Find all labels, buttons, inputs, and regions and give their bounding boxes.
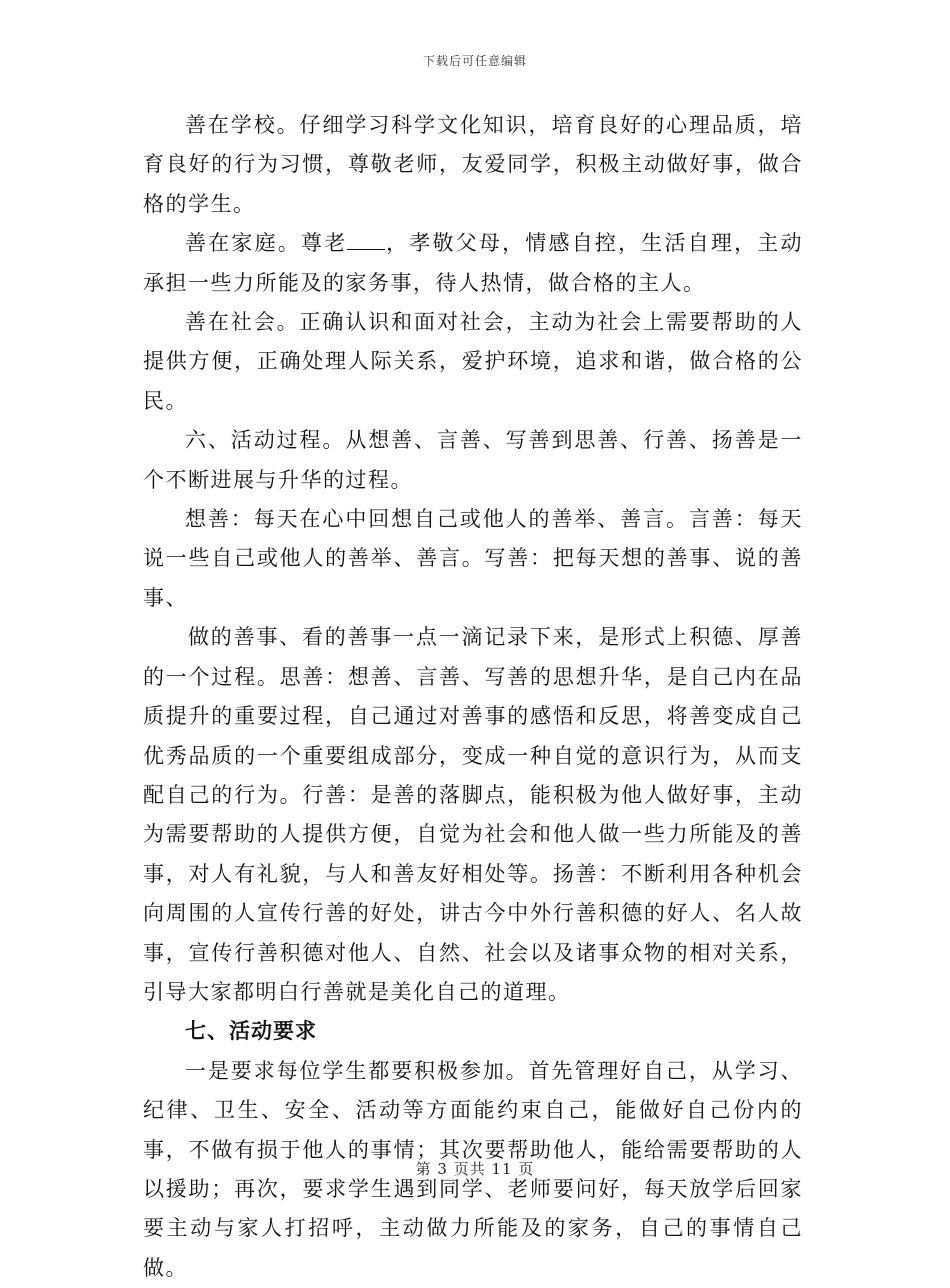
paragraph-thinking-good: 想善：每天在心中回想自己或他人的善举、善言。言善：每天说一些自己或他人的善举、善言。写善：把每天想的善事、说的善事、: [143, 507, 803, 610]
paragraph-family-start: 善在家庭。尊老: [185, 231, 348, 256]
page-header: 下载后可任意编辑: [422, 54, 527, 68]
document-body: [143, 106, 803, 1288]
fill-in-blank: [347, 233, 385, 250]
paragraph-family-end: ，孝敬父母，情感自控，生活自理，主动承担一些力所能及的家务事，待人热情，做合格的主人。: [143, 231, 804, 295]
paragraph-society: 善在社会。正确认识和面对社会，主动为社会上需要帮助的人提供方便，正确处理人际关系，爱护环境，追求和谐，做合格的公民。: [143, 310, 803, 413]
paragraph-activity-process: 六、活动过程。从想善、言善、写善到思善、行善、扬善是一个不断进展与升华的过程。: [143, 428, 803, 492]
paragraph-requirement-one: 一是要求每位学生都要积极参加。首先管理好自己，从学习、纪律、卫生、安全、活动等方面能约束自己，能做好自己份内的事，不做有损于他人的事情；其次要帮助他人，能给需要帮助的人以援助；再次，要求学生遇到同学、老师要问好，每天放学后回家要主动与家人打招呼，主动做力所能及的家务，自己的事情自己做。: [143, 1058, 803, 1280]
page-footer: 第 3 页共 11 页: [415, 1160, 535, 1178]
section-heading-requirements: 七、活动要求: [185, 1019, 317, 1044]
paragraph-doing-good: 做的善事、看的善事一点一滴记录下来，是形式上积德、厚善的一个过程。思善：想善、言善、写善的思想升华，是自己内在品质提升的重要过程，自己通过对善事的感悟和反思，将善变成自己优秀品质的一个重要组成部分，变成一种自觉的意识行为，从而支配自己的行为。行善：是善的落脚点，能积极为他人做好事，主动为需要帮助的人提供方便，自觉为社会和他人做一些力所能及的善事，对人有礼貌，与人和善友好相处等。扬善：不断利用各种机会向周围的人宣传行善的好处，讲古今中外行善积德的好人、名人故事，宣传行善积德对他人、自然、社会以及诸事众物的相对关系，引导大家都明白行善就是美化自己的道理。: [143, 625, 803, 1004]
paragraph-family: [143, 224, 803, 303]
paragraph-school: 善在学校。仔细学习科学文化知识，培育良好的心理品质，培育良好的行为习惯，尊敬老师，友爱同学，积极主动做好事，做合格的学生。: [143, 113, 803, 216]
